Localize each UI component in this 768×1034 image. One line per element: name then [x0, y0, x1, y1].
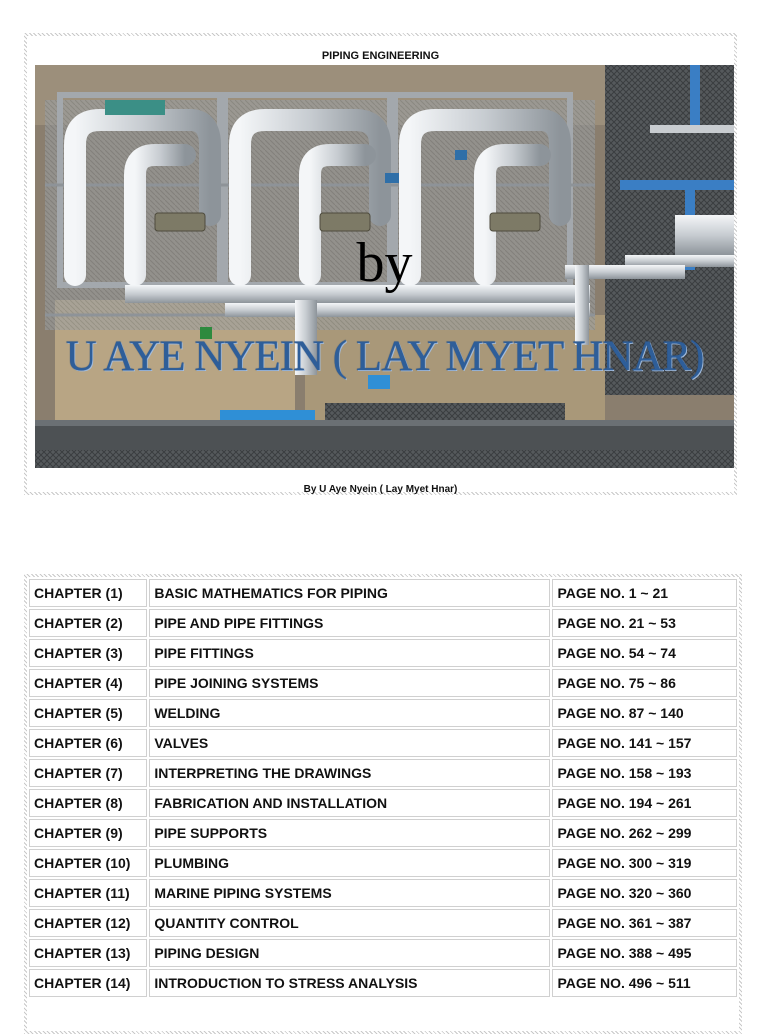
- table-of-contents: [24, 574, 742, 1034]
- chapter-cell: CHAPTER (1): [29, 579, 147, 607]
- author-overlay-text: U AYE NYEIN ( LAY MYET HNAR): [65, 333, 704, 380]
- page-range-cell: PAGE NO. 361 ~ 387: [552, 909, 737, 937]
- chapter-cell: CHAPTER (14): [29, 969, 147, 997]
- topic-cell: MARINE PIPING SYSTEMS: [149, 879, 550, 907]
- table-row: [29, 819, 737, 847]
- topic-cell: PIPE AND PIPE FITTINGS: [149, 609, 550, 637]
- chapter-cell: CHAPTER (7): [29, 759, 147, 787]
- table-row: [29, 879, 737, 907]
- table-row: [29, 639, 737, 667]
- table-row: [29, 849, 737, 877]
- topic-cell: FABRICATION AND INSTALLATION: [149, 789, 550, 817]
- topic-cell: WELDING: [149, 699, 550, 727]
- chapter-cell: CHAPTER (2): [29, 609, 147, 637]
- cover-panel: [24, 33, 737, 495]
- page-range-cell: PAGE NO. 262 ~ 299: [552, 819, 737, 847]
- toc-table: [27, 577, 739, 999]
- table-row: [29, 759, 737, 787]
- chapter-cell: CHAPTER (11): [29, 879, 147, 907]
- table-row: [29, 609, 737, 637]
- page-range-cell: PAGE NO. 320 ~ 360: [552, 879, 737, 907]
- chapter-cell: CHAPTER (5): [29, 699, 147, 727]
- chapter-cell: CHAPTER (12): [29, 909, 147, 937]
- author-byline: By U Aye Nyein ( Lay Myet Hnar): [303, 484, 458, 495]
- topic-cell: PIPE JOINING SYSTEMS: [149, 669, 550, 697]
- topic-cell: PLUMBING: [149, 849, 550, 877]
- chapter-cell: CHAPTER (9): [29, 819, 147, 847]
- chapter-cell: CHAPTER (4): [29, 669, 147, 697]
- page-range-cell: PAGE NO. 75 ~ 86: [552, 669, 737, 697]
- page-range-cell: PAGE NO. 388 ~ 495: [552, 939, 737, 967]
- topic-cell: PIPING DESIGN: [149, 939, 550, 967]
- table-row: [29, 669, 737, 697]
- chapter-cell: CHAPTER (8): [29, 789, 147, 817]
- table-row: [29, 939, 737, 967]
- toc-body: [29, 579, 737, 997]
- table-row: [29, 729, 737, 757]
- chapter-cell: CHAPTER (6): [29, 729, 147, 757]
- topic-cell: QUANTITY CONTROL: [149, 909, 550, 937]
- topic-cell: VALVES: [149, 729, 550, 757]
- page-range-cell: PAGE NO. 300 ~ 319: [552, 849, 737, 877]
- chapter-cell: CHAPTER (10): [29, 849, 147, 877]
- page-range-cell: PAGE NO. 496 ~ 511: [552, 969, 737, 997]
- page-range-cell: PAGE NO. 21 ~ 53: [552, 609, 737, 637]
- page-range-cell: PAGE NO. 194 ~ 261: [552, 789, 737, 817]
- page-range-cell: PAGE NO. 1 ~ 21: [552, 579, 737, 607]
- topic-cell: BASIC MATHEMATICS FOR PIPING: [149, 579, 550, 607]
- table-row: [29, 579, 737, 607]
- table-row: [29, 909, 737, 937]
- by-overlay-text: by: [356, 232, 413, 294]
- topic-cell: INTERPRETING THE DRAWINGS: [149, 759, 550, 787]
- table-row: [29, 969, 737, 997]
- document-title: PIPING ENGINEERING: [321, 50, 440, 62]
- table-row: [29, 699, 737, 727]
- chapter-cell: CHAPTER (13): [29, 939, 147, 967]
- page-range-cell: PAGE NO. 54 ~ 74: [552, 639, 737, 667]
- table-row: [29, 789, 737, 817]
- page-range-cell: PAGE NO. 87 ~ 140: [552, 699, 737, 727]
- topic-cell: PIPE FITTINGS: [149, 639, 550, 667]
- cover-photo: [35, 65, 734, 468]
- topic-cell: PIPE SUPPORTS: [149, 819, 550, 847]
- topic-cell: INTRODUCTION TO STRESS ANALYSIS: [149, 969, 550, 997]
- page-range-cell: PAGE NO. 141 ~ 157: [552, 729, 737, 757]
- chapter-cell: CHAPTER (3): [29, 639, 147, 667]
- page-range-cell: PAGE NO. 158 ~ 193: [552, 759, 737, 787]
